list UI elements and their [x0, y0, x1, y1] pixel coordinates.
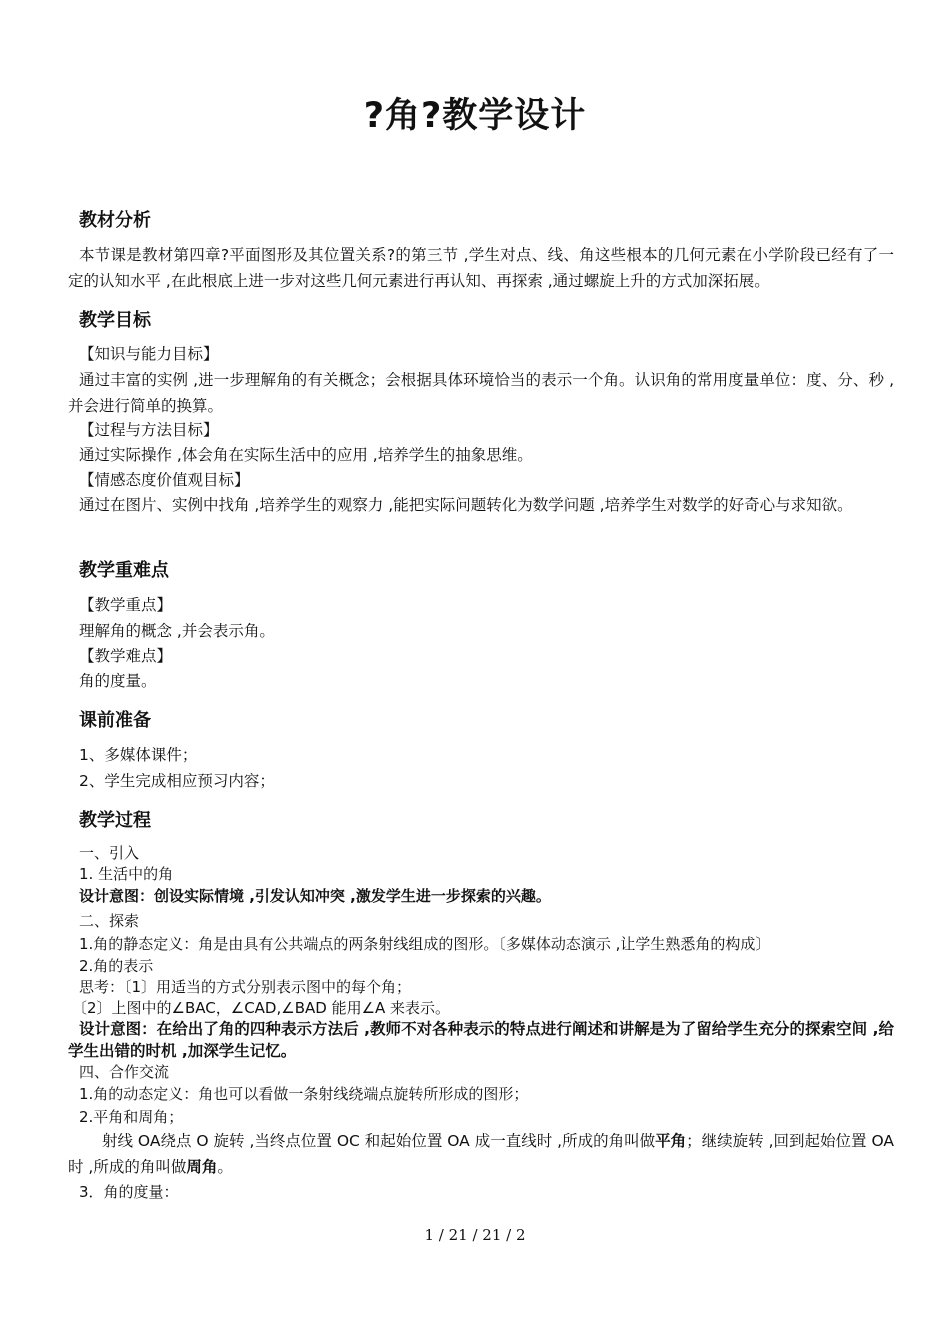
heading-teaching-goals: 教学目标: [79, 310, 151, 331]
design-intent-1: 设计意图：创设实际情境 ,引发认知冲突 ,激发学生进一步探索的兴趣。: [79, 887, 551, 905]
key-point-label: 【教学重点】: [79, 596, 173, 614]
rotation-text-1: 射线 OA绕点 O 旋转 ,当终点位置 OC 和起始位置 OA 成一直线时 ,所成的角叫做: [102, 1132, 656, 1150]
prep-item-2: 2、学生完成相应预习内容；: [79, 772, 275, 790]
straight-full-angle: 2.平角和周角；: [79, 1108, 184, 1126]
process-intro: 一、引入: [79, 844, 140, 862]
process-explore: 二、探索: [79, 912, 140, 930]
term-full-angle: 周角: [186, 1158, 218, 1176]
think-question-1: 思考：〔1〕用适当的方式分别表示图中的每个角；: [79, 978, 412, 996]
think-question-2: 〔2〕上图中的∠BAC，∠CAD,∠BAD 能用∠A 来表示。: [72, 999, 451, 1017]
heading-key-points: 教学重难点: [79, 560, 169, 581]
goal-knowledge-label: 【知识与能力目标】: [79, 345, 219, 363]
goal-emotion-text: 通过在图片、实例中找角 ,培养学生的观察力 ,能把实际问题转化为数学问题 ,培养学生对数学的好奇心与求知欲。: [79, 496, 853, 514]
process-life-angles: 1. 生活中的角: [79, 865, 174, 883]
angle-notation: 2.角的表示: [79, 957, 154, 975]
goal-process-label: 【过程与方法目标】: [79, 421, 219, 439]
heading-textbook-analysis: 教材分析: [79, 210, 151, 231]
design-intent-2: 设计意图：在给出了角的四种表示方法后 ,教师不对各种表示的特点进行阐述和讲解是为了留给学生充分的探索空间 ,给学生出错的时机 ,加深学生记忆。: [68, 1020, 894, 1060]
goal-knowledge-text: 通过丰富的实例 ,进一步理解角的有关概念；会根据具体环境恰当的表示一个角。认识角的常用度量单位：度、分、秒 ,并会进行简单的换算。: [68, 371, 894, 415]
static-definition: 1.角的静态定义：角是由具有公共端点的两条射线组成的图形。〔多媒体动态演示 ,让学生熟悉角的构成〕: [79, 935, 771, 953]
difficulty-label: 【教学难点】: [79, 647, 173, 665]
document-title: ?角?教学设计: [363, 96, 587, 136]
goal-emotion-label: 【情感态度价值观目标】: [79, 471, 250, 489]
rotation-paragraph: [68, 1128, 894, 1180]
difficulty-text: 角的度量。: [79, 672, 157, 690]
textbook-analysis-text: 本节课是教材第四章?平面图形及其位置关系?的第三节 ,学生对点、线、角这些根本的几何元素在小学阶段已经有了一定的认知水平 ,在此根底上进一步对这些几何元素进行再认知、再探索 ,通过螺旋上升的方式加深拓展。: [68, 246, 894, 290]
key-point-text: 理解角的概念 ,并会表示角。: [79, 622, 275, 640]
angle-measure: 3．角的度量：: [79, 1183, 179, 1201]
term-straight-angle: 平角: [655, 1132, 687, 1150]
heading-teaching-process: 教学过程: [79, 810, 151, 831]
rotation-text-3: 。: [217, 1158, 233, 1176]
goal-process-text: 通过实际操作 ,体会角在实际生活中的应用 ,培养学生的抽象思维。: [79, 446, 533, 464]
dynamic-definition: 1.角的动态定义：角也可以看做一条射线绕端点旋转所形成的图形；: [79, 1085, 529, 1103]
heading-preparation: 课前准备: [79, 710, 151, 731]
page-number: 1 / 21 / 21 / 2: [424, 1226, 526, 1244]
prep-item-1: 1、多媒体课件；: [79, 746, 198, 764]
rotation-text-2: ；继续旋转 ,回到起始位置 OA 时 ,所成的角叫做: [68, 1132, 894, 1176]
process-cooperation: 四、合作交流: [79, 1063, 170, 1081]
